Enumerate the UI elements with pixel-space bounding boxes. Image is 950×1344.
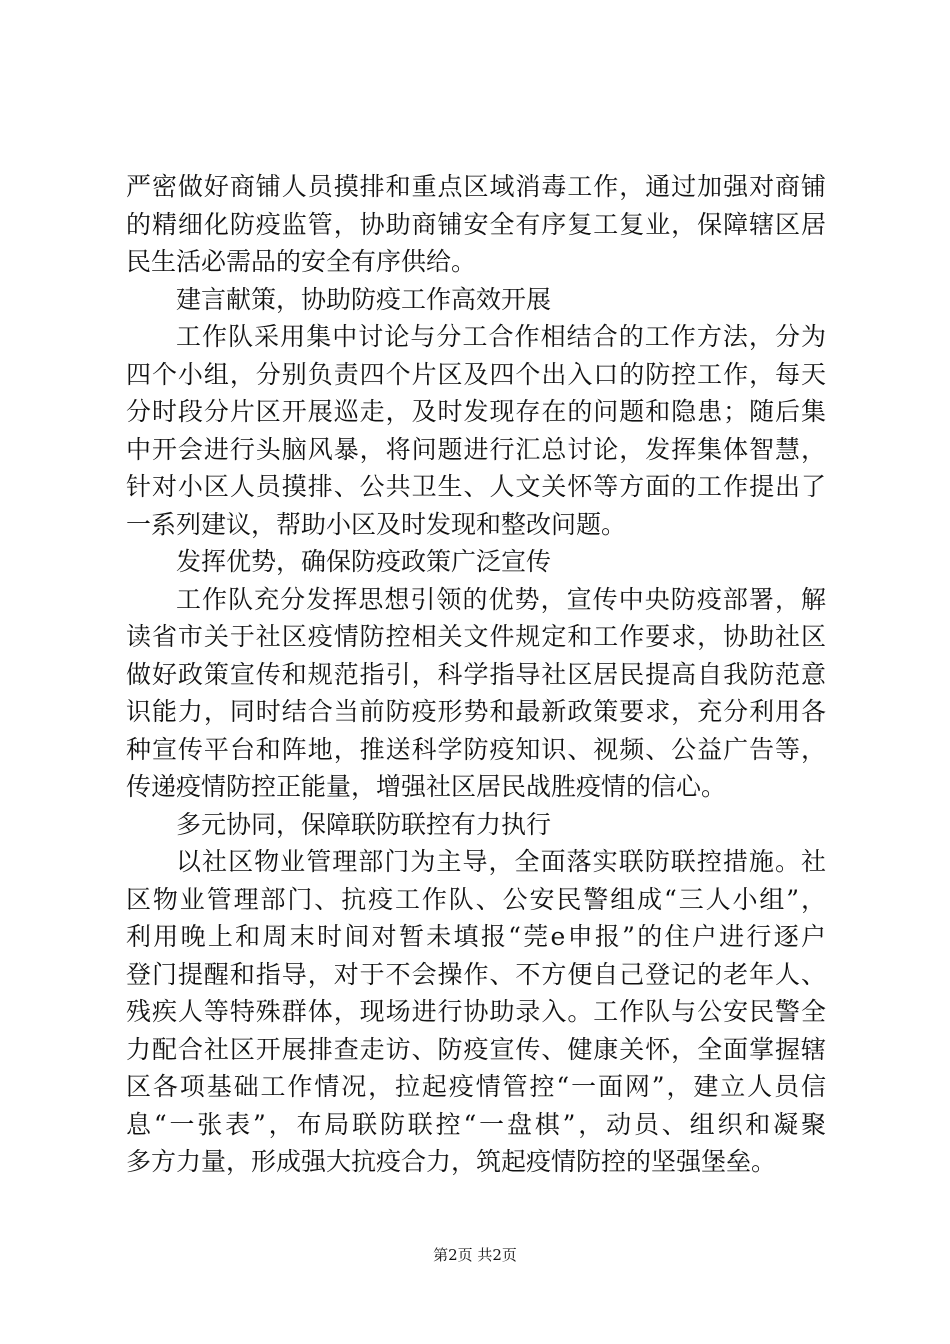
body-line: 做好政策宣传和规范指引，科学指导社区居民提高自我防范意 — [126, 659, 826, 689]
page-number-label: 第2页 共2页 — [433, 1246, 517, 1264]
body-line: 种宣传平台和阵地，推送科学防疫知识、视频、公益广告等， — [126, 734, 826, 764]
body-line: 力配合社区开展排查走访、防疫宣传、健康关怀，全面掌握辖 — [126, 1034, 826, 1064]
page-footer — [0, 1244, 950, 1265]
body-line: 四个小组，分别负责四个片区及四个出入口的防控工作，每天 — [126, 359, 826, 389]
section-heading: 多元协同，保障联防联控有力执行 — [176, 809, 552, 839]
body-line: 中开会进行头脑风暴，将问题进行汇总讨论，发挥集体智慧， — [126, 434, 826, 464]
body-line: 读省市关于社区疫情防控相关文件规定和工作要求，协助社区 — [126, 622, 826, 651]
section-heading: 发挥优势，确保防疫政策广泛宣传 — [176, 547, 552, 576]
body-line: 识能力，同时结合当前防疫形势和最新政策要求，充分利用各 — [126, 697, 826, 726]
body-line: 工作队充分发挥思想引领的优势，宣传中央防疫部署，解 — [176, 584, 826, 614]
body-line: 分时段分片区开展巡走，及时发现存在的问题和隐患；随后集 — [126, 397, 826, 426]
body-line: 利用晚上和周末时间对暂未填报“莞e申报”的住户进行逐户 — [126, 922, 826, 951]
body-line: 传递疫情防控正能量，增强社区居民战胜疫情的信心。 — [126, 772, 727, 801]
body-line: 以社区物业管理部门为主导，全面落实联防联控措施。社 — [176, 847, 826, 876]
body-line: 严密做好商铺人员摸排和重点区域消毒工作，通过加强对商铺 — [126, 172, 826, 201]
body-line: 登门提醒和指导，对于不会操作、不方便自己登记的老年人、 — [126, 959, 826, 989]
body-line: 息“一张表”，布局联防联控“一盘棋”，动员、组织和凝聚 — [126, 1109, 826, 1139]
body-line: 区各项基础工作情况，拉起疫情管控“一面网”，建立人员信 — [126, 1072, 826, 1101]
body-line: 残疾人等特殊群体，现场进行协助录入。工作队与公安民警全 — [126, 997, 826, 1026]
section-heading: 建言献策，协助防疫工作高效开展 — [176, 284, 552, 314]
body-line: 民生活必需品的安全有序供给。 — [126, 247, 477, 276]
document-body — [126, 168, 826, 1181]
body-line: 区物业管理部门、抗疫工作队、公安民警组成“三人小组”， — [126, 884, 826, 914]
body-line: 一系列建议，帮助小区及时发现和整改问题。 — [126, 509, 627, 539]
body-line: 工作队采用集中讨论与分工合作相结合的工作方法，分为 — [176, 322, 826, 351]
body-line: 多方力量，形成强大抗疫合力，筑起疫情防控的坚强堡垒。 — [126, 1147, 777, 1176]
body-line: 针对小区人员摸排、公共卫生、人文关怀等方面的工作提出了 — [126, 472, 826, 501]
body-line: 的精细化防疫监管，协助商铺安全有序复工复业，保障辖区居 — [126, 209, 826, 239]
